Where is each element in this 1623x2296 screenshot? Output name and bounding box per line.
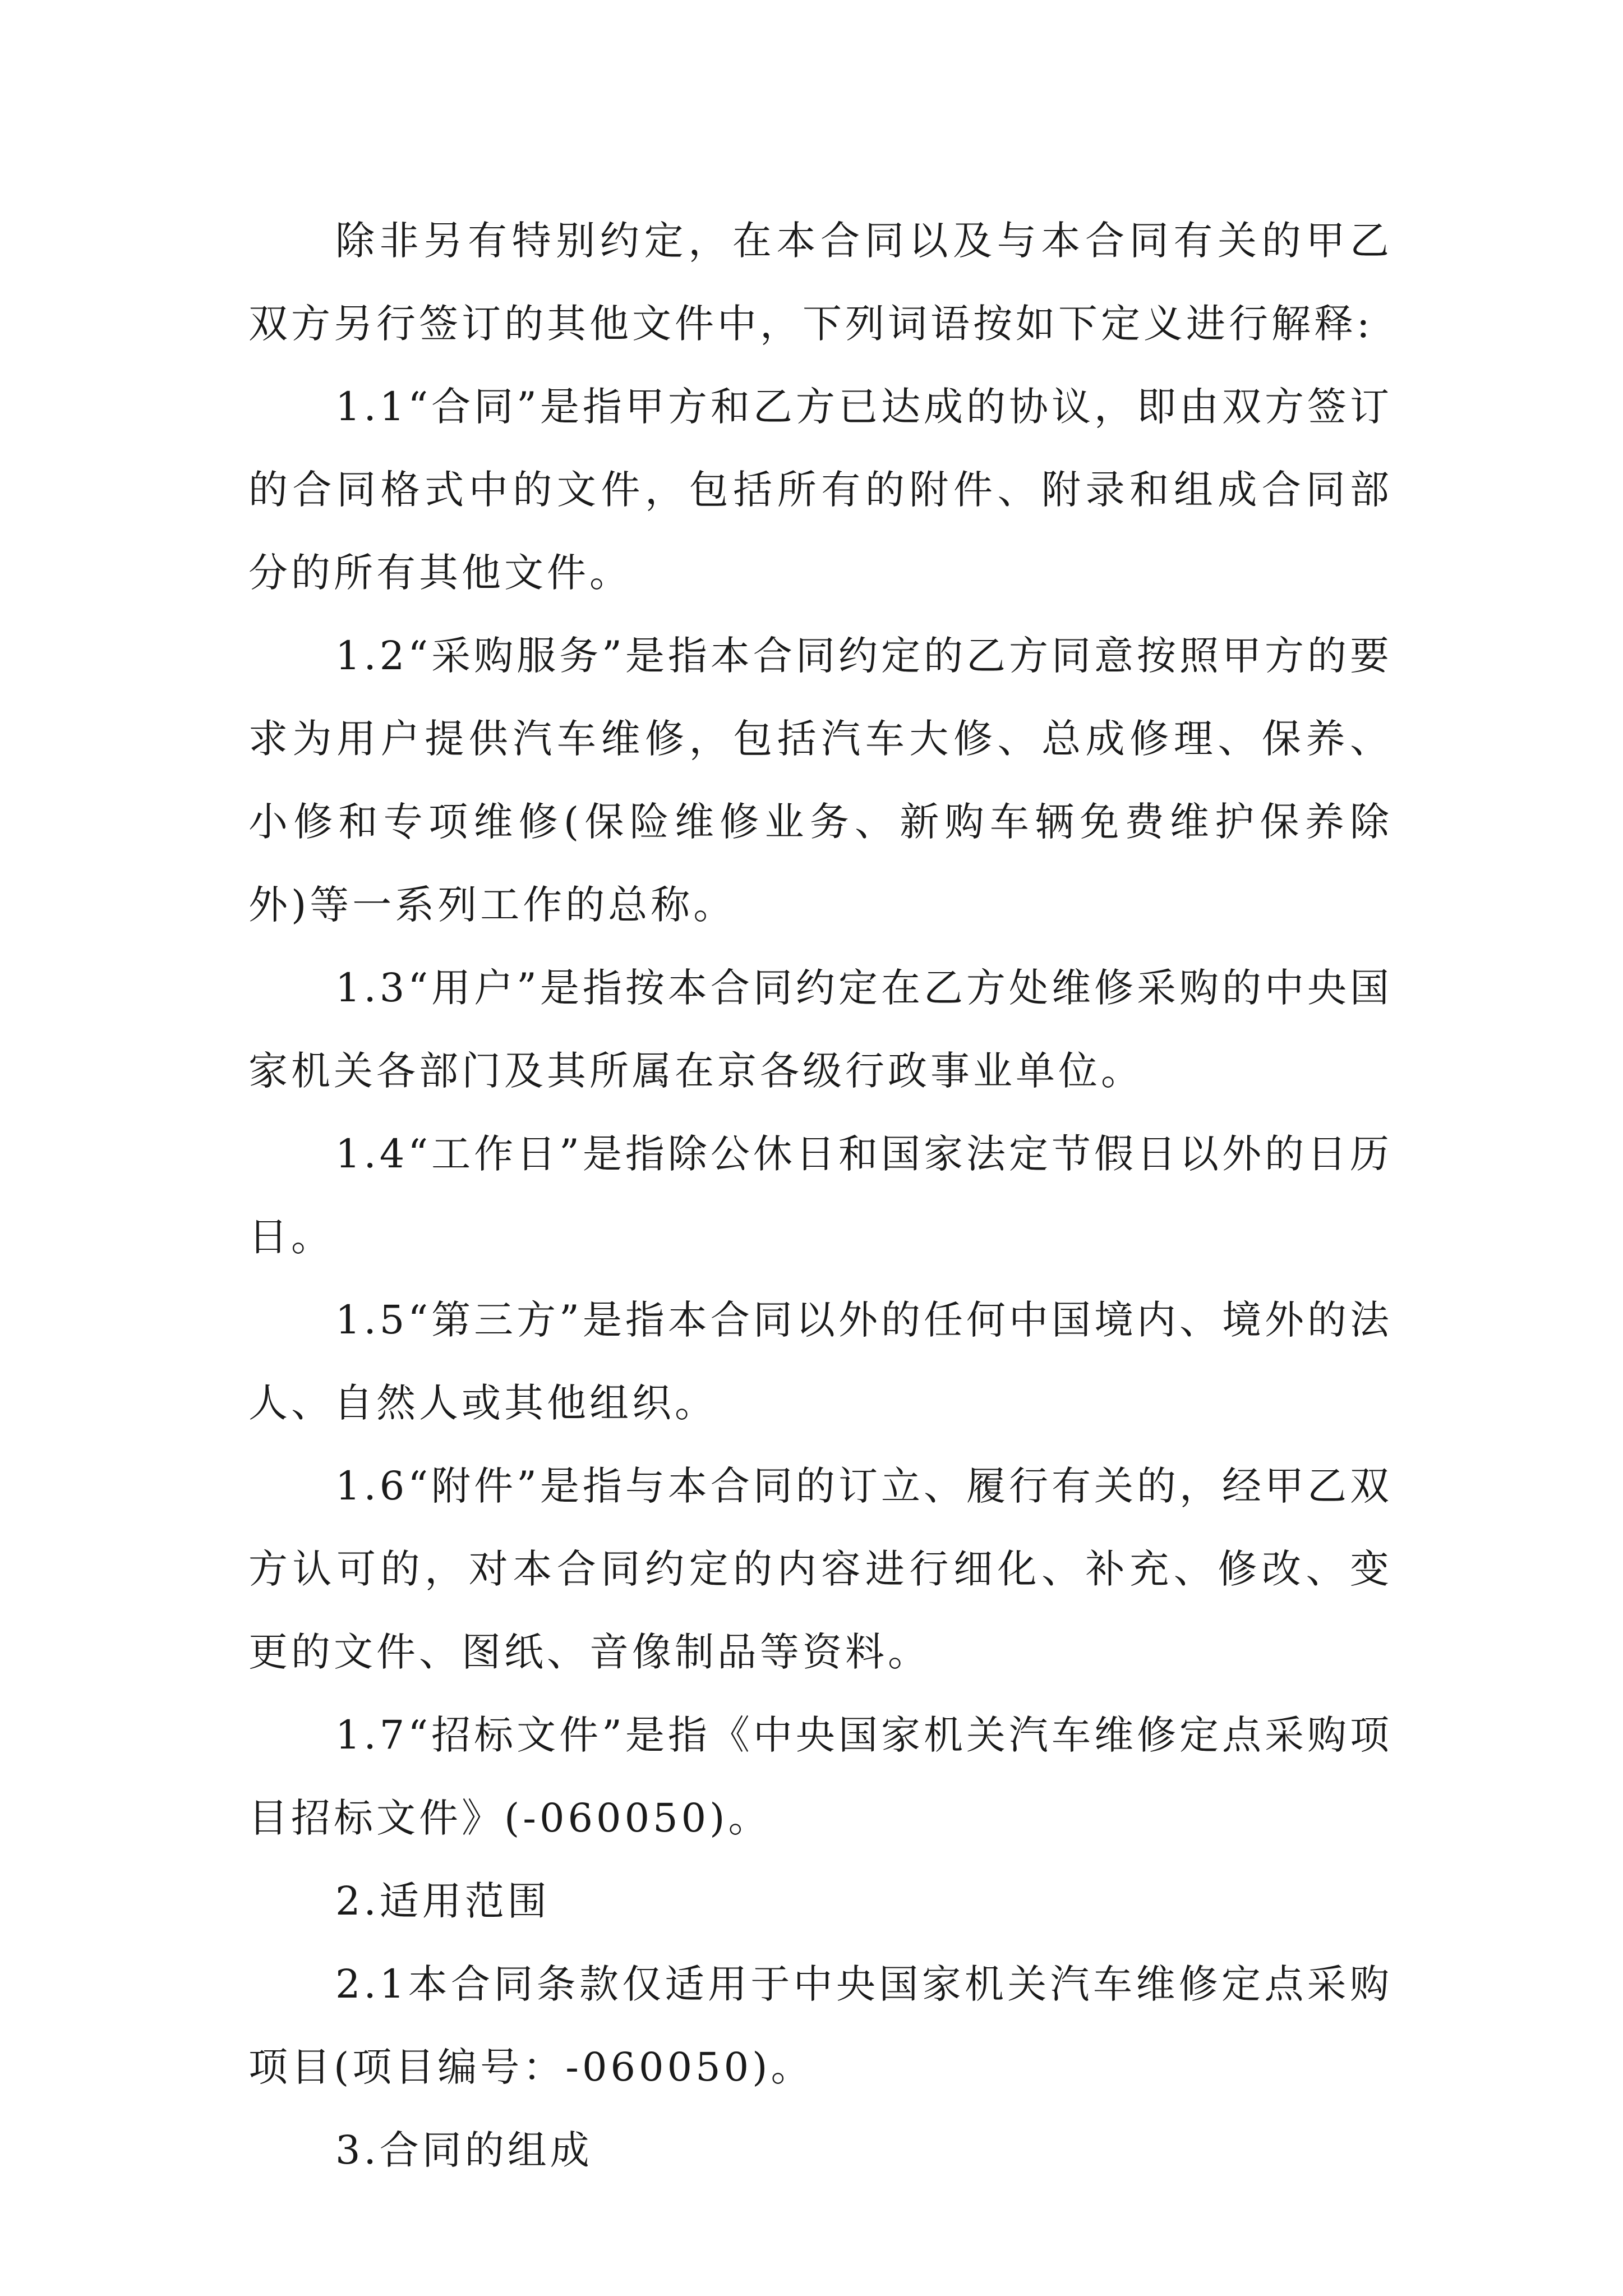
definition-procurement-service: 1.2“采购服务”是指本合同约定的乙方同意按照甲方的要求为用户提供汽车维修，包括汽车大修、总成修理、保养、小修和专项维修(保险维修业务、新购车辆免费维护保养除外)等一系列工作的总称。: [248, 633, 1393, 928]
definition-third-party: 1.5“第三方”是指本合同以外的任何中国境内、境外的法人、自然人或其他组织。: [248, 1297, 1393, 1426]
section-heading-scope: 2.适用范围: [335, 1878, 550, 1924]
definition-contract: 1.1“合同”是指甲方和乙方已达成的协议，即由双方签订的合同格式中的文件，包括所有的附件、附录和组成合同部分的所有其他文件。: [248, 384, 1393, 596]
intro-paragraph: 除非另有特别约定，在本合同以及与本合同有关的甲乙双方另行签订的其他文件中，下列词语按如下定义进行解释:: [248, 218, 1393, 347]
scope-clause: 2.1本合同条款仅适用于中央国家机关汽车维修定点采购项目(项目编号：-060050)。: [248, 1961, 1393, 2090]
definition-attachment: 1.6“附件”是指与本合同的订立、履行有关的，经甲乙双方认可的，对本合同约定的内容进行细化、补充、修改、变更的文件、图纸、音像制品等资料。: [248, 1463, 1393, 1675]
definition-tender-document: 1.7“招标文件”是指《中央国家机关汽车维修定点采购项目招标文件》(-060050)。: [248, 1712, 1393, 1841]
definition-user: 1.3“用户”是指按本合同约定在乙方处维修采购的中央国家机关各部门及其所属在京各级行政事业单位。: [248, 965, 1393, 1094]
document-body: [248, 199, 1393, 2192]
section-heading-composition: 3.合同的组成: [335, 2127, 593, 2173]
definition-working-day: 1.4“工作日”是指除公休日和国家法定节假日以外的日历日。: [248, 1131, 1393, 1260]
